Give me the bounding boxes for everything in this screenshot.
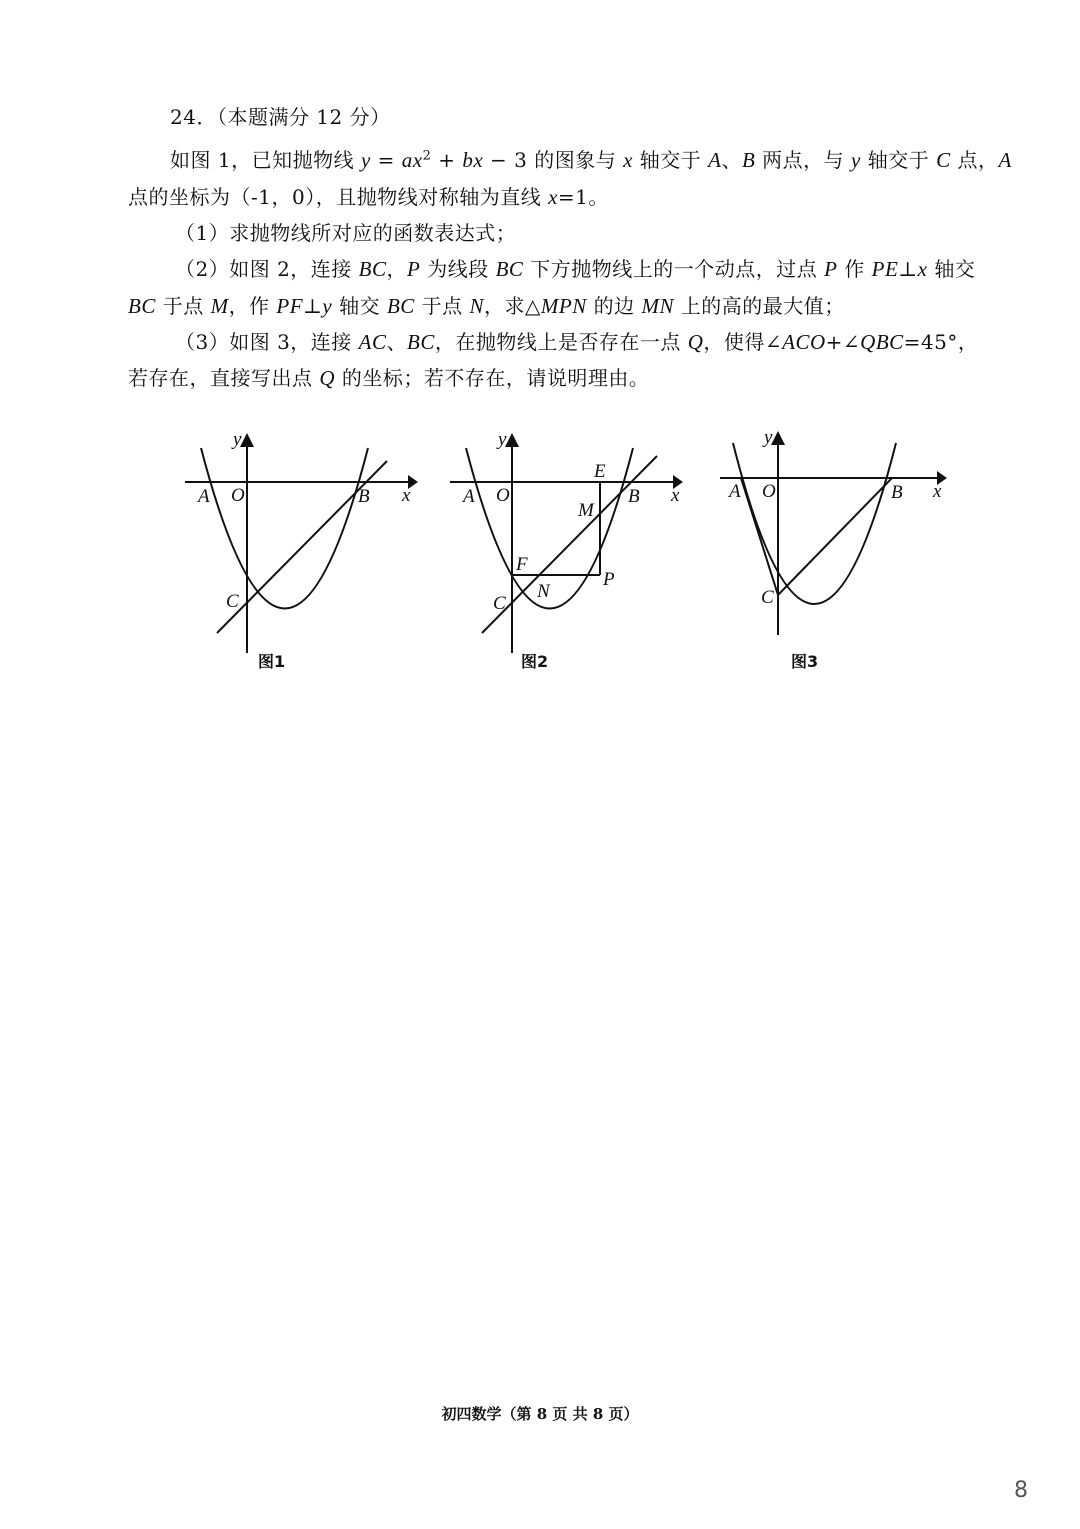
q3-text: +∠ <box>825 330 861 354</box>
q2-text: 上的高的最大值； <box>673 294 845 318</box>
q2-text: ，求△ <box>484 294 541 318</box>
label-C: C <box>493 593 506 614</box>
q2-text: 轴交 <box>332 294 387 318</box>
point-Q: Q <box>687 330 704 354</box>
figure-2 <box>445 425 695 689</box>
segment-BC: BC <box>128 294 156 318</box>
q3-text: （3）如图 3，连接 <box>175 330 359 354</box>
eq-y: y <box>360 148 371 172</box>
figure-1 <box>180 425 430 689</box>
q3-text: ，在抛物线上是否存在一点 <box>434 330 688 354</box>
page-footer: 初四数学（第 8 页 共 8 页） <box>441 1405 639 1423</box>
point-Q: Q <box>319 366 336 390</box>
q2-text: 于点 <box>155 294 211 318</box>
intro-line-1 <box>170 144 1012 173</box>
q2-text: 于点 <box>414 294 470 318</box>
label-B: B <box>891 482 903 503</box>
figure-2-caption: 图2 <box>521 652 549 671</box>
label-C: C <box>761 587 774 608</box>
page-number: 8 <box>1014 1478 1028 1503</box>
segment-BC: BC <box>495 257 524 281</box>
label-A: A <box>463 486 475 507</box>
intro-text: 、 <box>721 148 742 172</box>
point-C: C <box>936 148 951 172</box>
label-x: x <box>402 485 411 506</box>
label-O: O <box>762 481 776 502</box>
question-2-line-2 <box>128 290 845 319</box>
question-3-line-2 <box>128 362 649 391</box>
point-A: A <box>708 148 722 172</box>
label-N: N <box>537 581 550 602</box>
q2-text: 为线段 <box>420 257 496 281</box>
intro-text: =1。 <box>557 185 609 209</box>
var-x: x <box>917 257 928 281</box>
label-E: E <box>594 461 606 482</box>
figure-1-svg <box>180 425 430 685</box>
segment-PE: PE <box>871 257 899 281</box>
label-y: y <box>233 429 242 450</box>
label-C: C <box>226 591 239 612</box>
label-x: x <box>671 485 680 506</box>
y-axis-arrow <box>505 433 519 447</box>
label-B: B <box>358 486 370 507</box>
segment-BC: BC <box>386 294 415 318</box>
q2-text: ，作 <box>228 294 277 318</box>
label-F: F <box>516 554 528 575</box>
point-B: B <box>741 148 756 172</box>
segment-BC: BC <box>358 257 387 281</box>
problem-header: 24．（本题满分 12 分） <box>170 105 391 129</box>
q2-text: 作 <box>837 257 872 281</box>
y-axis-arrow <box>240 433 254 447</box>
intro-text: 如图 1，已知抛物线 <box>170 148 361 172</box>
question-3-line-1 <box>175 326 978 355</box>
label-O: O <box>496 485 510 506</box>
segment-BC: BC <box>407 330 435 354</box>
var-x: x <box>548 185 558 209</box>
parabola <box>201 448 368 609</box>
q3-text: 、 <box>386 330 408 354</box>
var-x: x <box>623 148 633 172</box>
label-M: M <box>578 500 594 521</box>
segment-PF: PF <box>276 294 304 318</box>
label-x: x <box>933 481 942 502</box>
perp-symbol: ⊥ <box>303 294 323 318</box>
question-1: （1）求抛物线所对应的函数表达式； <box>175 221 517 245</box>
q2-text: ， <box>386 257 408 281</box>
eq-minus3: − 3 <box>483 148 528 172</box>
figure-3-svg <box>715 425 965 685</box>
point-P: P <box>824 257 838 281</box>
label-y: y <box>498 429 507 450</box>
eq-ax: ax <box>401 148 423 172</box>
y-axis-arrow <box>771 431 785 445</box>
var-y: y <box>322 294 333 318</box>
eq-equals: = <box>370 148 402 172</box>
q3-text: ，使得∠ <box>703 330 783 354</box>
intro-text: 的图象与 <box>527 148 624 172</box>
eq-superscript: 2 <box>422 148 432 164</box>
perp-symbol: ⊥ <box>898 257 918 281</box>
point-M: M <box>210 294 229 318</box>
label-B: B <box>628 486 640 507</box>
triangle-MPN: MPN <box>540 294 587 318</box>
figure-2-svg <box>445 425 695 685</box>
label-A: A <box>198 486 210 507</box>
q2-text: 轴交 <box>927 257 976 281</box>
point-A: A <box>998 148 1012 172</box>
intro-text: 点的坐标为（-1，0），且抛物线对称轴为直线 <box>128 185 549 209</box>
label-A: A <box>729 481 741 502</box>
point-N: N <box>469 294 485 318</box>
intro-text: 轴交于 <box>632 148 709 172</box>
var-y: y <box>851 148 861 172</box>
intro-text: 点， <box>950 148 999 172</box>
intro-text: 两点，与 <box>755 148 852 172</box>
figure-3 <box>715 425 965 689</box>
label-y: y <box>764 427 773 448</box>
q2-text: 下方抛物线上的一个动点，过点 <box>523 257 825 281</box>
angle-ACO: ACO <box>782 330 826 354</box>
segment-MN: MN <box>641 294 674 318</box>
point-P: P <box>407 257 421 281</box>
question-2-line-1 <box>175 253 975 282</box>
intro-text: 轴交于 <box>860 148 937 172</box>
label-P: P <box>603 569 615 590</box>
q3-text: 的坐标；若不存在，请说明理由。 <box>335 366 650 390</box>
q3-text: =45°， <box>903 330 979 354</box>
segment-BC <box>778 478 892 595</box>
q3-text: 若存在，直接写出点 <box>128 366 320 390</box>
segment-AC: AC <box>358 330 387 354</box>
figure-3-caption: 图3 <box>791 652 819 671</box>
q2-text: 的边 <box>586 294 642 318</box>
label-O: O <box>231 485 245 506</box>
parabola <box>733 443 896 604</box>
eq-bx: bx <box>462 148 484 172</box>
eq-plus: + <box>431 148 463 172</box>
intro-line-2 <box>128 181 609 210</box>
angle-QBC: QBC <box>860 330 904 354</box>
q2-text: （2）如图 2，连接 <box>175 257 359 281</box>
figure-1-caption: 图1 <box>258 652 286 671</box>
